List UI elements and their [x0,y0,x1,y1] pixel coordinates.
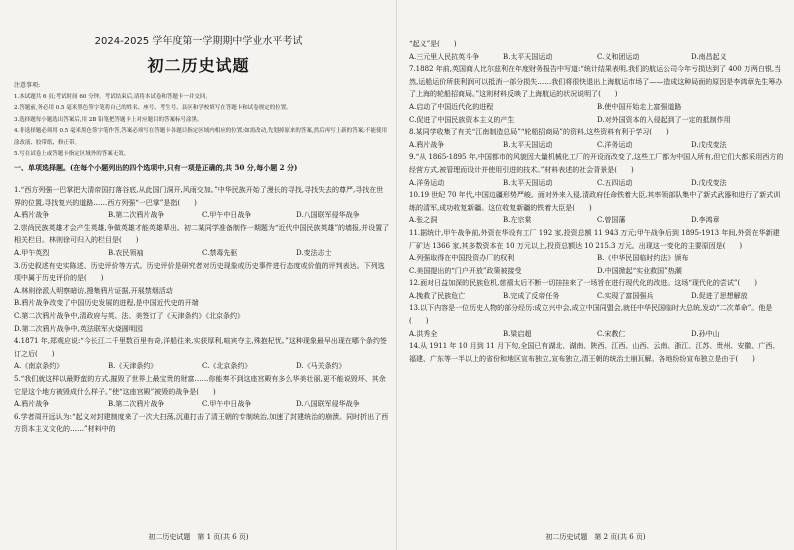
question-item [409,126,785,151]
question-text: 5.“我们就这样以最野蛮的方式,摧毁了世界上最宝贵的财富……你能奏不到这座宫殿有多么华美壮丽,更不能说毁坏、其余它是这个地方被毁成什么样子。”使“这座宫殿”被毁的战争是( ) [14,374,386,396]
exam-notes [14,80,390,161]
notes-item: 4.非选择题必须用 0.5 毫米黑色签字笔作答,答案必须写在答题卡各题目指定区域内相应的位置;如需改动,先划掉原来的答案,然后再写上新的答案;不能使用涂改液、胶带纸、修正带。 [14,128,387,146]
answer-option[interactable]: D.南昌起义 [691,52,727,61]
exam-name: 2024-2025 学年度第一学期期中学业水平考试 [94,36,303,47]
answer-option[interactable]: D.八国联军侵华战争 [296,211,360,220]
answer-option[interactable]: A.甲午英烈 [14,248,50,257]
answer-option[interactable]: B.第二次鸦片战争 [108,211,165,220]
exam-subject-title: 初二历史试题 [147,56,250,75]
question-text: 14.从 1911 年 10 月到 11 月下旬,全国已有湖北、湖南、陕西、江西、山西、云南、浙江、江苏、贵州、安徽、广西、福建、广东等一半以上的省份和地区宣布独立,宣布独立,清王朝的统治土崩瓦解。各地纷纷宣布独立是由于( ) [409,342,780,363]
answer-option[interactable]: B.太平天国运动 [503,178,553,187]
answer-option[interactable]: D.戊戌变法 [691,140,727,149]
answer-option[interactable]: D.促进了思想解放 [691,291,748,300]
answer-options [409,252,785,277]
question-text: 13.以下内容是一位历史人物的部分经历:成立兴中会,成立中国同盟会,就任中华民国临时大总统,发动“二次革命”。他是( ) [409,304,773,326]
right-question-list [409,63,785,365]
answer-option[interactable]: D.变法志士 [296,248,332,257]
answer-option[interactable]: B.梁启超 [503,329,532,338]
answer-option[interactable]: C.义和团运动 [597,52,640,61]
question-text: 2.崇尚民族英雄才会产生英雄,争做英雄才能英雄辈出。初二某同学准备制作一期题为“近代中国民族英雄”的墙报,并设置了相关栏目。林则徐可归入的栏目是( ) [14,223,390,245]
page-footer-left: 初二历史试题 第 1 页(共 6 页) [148,533,249,542]
question-item [409,302,785,340]
answer-option[interactable]: C.美国提出的“门户开放”政策被接受 [409,266,522,275]
answer-option[interactable]: B.第二次鸦片战争 [108,400,165,409]
exam-page-right [397,0,794,550]
answer-options [14,398,390,411]
answer-option[interactable]: D.李鸿章 [691,216,720,225]
left-questions [14,184,390,436]
answer-option[interactable]: C.甲午中日战争 [202,400,252,409]
notes-heading: 注意事项: [14,82,41,89]
answer-option[interactable]: B.鸦片战争改变了中国历史发展的进程,是中国近代史的开端 [14,299,199,308]
answer-options [409,139,785,152]
question-text: 11.据统计,甲午战争前,外资在华设有工厂 192 家,投资总额 11 943 万元;甲午战争后到 1895-1913 年间,外资在华新建厂矿达 1366 家,其多数资本在 10 万元以上,投资总额达 10 215.3 万元。出现这一变化的主要原因是( ) [409,228,780,250]
answer-option[interactable]: D.孙中山 [691,329,720,338]
answer-options [409,177,785,190]
question-text: 8.某同学收集了有关“江南制造总局”“轮船招商局”的资料,这些资料有利于学习( ) [409,128,669,137]
answer-option[interactable]: D.《马关条约》 [296,362,346,371]
answer-option[interactable]: C.第二次鸦片战争中,清政府与英、法、美签订了《天津条约》《北京条约》 [14,311,245,320]
answer-option[interactable]: A.林则徐派人明察暗访,搜集鸦片证据,开展禁烟活动 [14,286,173,295]
answer-option[interactable]: A.洪秀全 [409,329,438,338]
answer-option[interactable]: A.列强取得在中国投资办厂的权利 [409,254,515,263]
answer-options [409,290,785,303]
answer-option[interactable]: A.鸦片战争 [14,400,50,409]
answer-option[interactable]: C.禁毒先驱 [202,248,238,257]
answer-option[interactable]: D.第二次鸦片战争中,英法联军火烧圆明园 [14,324,143,333]
notes-item: 3.选择题每小题选出答案后,用 2B 铅笔把答题卡上对应题目的答案标号涂黑。 [14,116,203,123]
answer-option[interactable]: C.促进了中国民族资本主义的产生 [409,115,515,124]
answer-options [14,247,390,260]
answer-option[interactable]: C.宋教仁 [597,329,626,338]
answer-option[interactable]: B.农民领袖 [108,248,144,257]
question-item [409,151,785,189]
question-text: 4.1871 年,郑观应说:“今长江二千里数百里有奇,洋船往来,实获厚利,喧宾夺主,殊抱杞忧。”这种现象最早出现在哪个条约签订之后( ) [14,337,387,358]
question-text: 3.历史叙述有史实陈述、历史评价等方式。历史评价是研究者对历史现象或历史事件进行态度或价值的评判表达。下列选项中属于历史评价的是( ) [14,261,385,283]
page-footer-right: 初二历史试题 第 2 页(共 6 页) [545,533,646,542]
answer-option[interactable]: D.对外国资本的入侵起到了一定的抵制作用 [597,115,731,124]
question-item [409,277,785,302]
answer-option[interactable]: C.五四运动 [597,178,633,187]
question-item [409,189,785,227]
answer-option[interactable]: D.八国联军侵华战争 [296,400,360,409]
answer-option[interactable]: B.太平天国运动 [503,52,553,61]
question-item [14,411,390,436]
answer-option[interactable]: B.太平天国运动 [503,140,553,149]
section-one-title: 一、单项选择题。(在每个小题列出的四个选项中,只有一项是正确的,共 50 分,每小题 2 分) [14,163,298,172]
question-item [14,335,390,373]
answer-option[interactable]: D.戊戌变法 [691,178,727,187]
question-item [14,222,390,260]
answer-option[interactable]: A.张之洞 [409,216,438,225]
question-item [409,340,785,365]
answer-options [14,360,390,373]
question-item [14,260,390,336]
answer-option[interactable]: A.鸦片战争 [409,140,445,149]
question-text: “起义”是( ) [409,40,457,48]
answer-option[interactable]: B.使中国开始走上富强道路 [597,102,682,111]
answer-option[interactable]: A.《南京条约》 [14,362,64,371]
answer-options [409,101,785,126]
answer-options [409,214,785,227]
question-item [409,63,785,126]
notes-item: 5.写在试卷上或答题卡指定区域外的答案无效。 [14,151,130,157]
question-text: 7.1882 年前,英国商人比尔兹利在年度财务报告中写道:“统计结果表明,我们的航运公司今年亏损达到了 400 万两白银,当然,运船运价所获利润可以抵消一部分损失……我们将很快退出上海航运市场了——造成这种局面的原因是李鸿章先生筹办了上海的轮船招商局。”这则材料反映了上海航运的状况说明了( ) [409,65,783,99]
answer-option[interactable]: C.曾国藩 [597,216,626,225]
notes-item: 1.本试题共 6 页;考试时间 60 分钟。考试结束后,请将本试卷和答题卡一并交回。 [14,93,211,100]
answer-option[interactable]: A.鸦片战争 [14,211,50,220]
answer-options [409,328,785,341]
answer-option[interactable]: C.洋务运动 [597,140,633,149]
answer-option[interactable]: A.启动了中国近代化的进程 [409,102,494,111]
answer-options [409,51,785,64]
answer-option[interactable]: A.挽救了民族危亡 [409,291,466,300]
answer-option[interactable]: B.完成了反帝任务 [503,291,560,300]
answer-option[interactable]: C.《北京条约》 [202,362,252,371]
question-6-continued [409,38,785,63]
answer-option[interactable]: B.《中华民国临时约法》颁布 [597,254,689,263]
answer-option[interactable]: C.实现了富国强兵 [597,291,654,300]
answer-option[interactable]: D.中国掀起“实业救国”热潮 [597,266,682,275]
question-text: 9.“从 1865-1895 年,中国都市的风貌因大量机械化工厂的开设而改变了,这些工厂都为中国人所有,但它们大都采用西方的经营方式,被管理而设计并使用引进的技术。”材料表述的社会背景是( ) [409,153,784,174]
notes-item: 2.答题前,务必用 0.5 毫米黑色签字笔将自己的姓名、座号、考生号、县区和学校填写在答题卡和试卷规定的位置。 [14,105,292,111]
answer-option[interactable]: A.三元里人民抗英斗争 [409,52,480,61]
answer-option[interactable]: A.洋务运动 [409,178,445,187]
question-text: 1.“西方列强一巴掌把大清帝国打落谷底,从此国门洞开,风雨交加。”中华民族开始了漫长的寻找,寻找失去的尊严,寻找在世界的位置,寻找复兴的道路……西方列强“一巴掌”是指( ) [14,186,384,207]
answer-option[interactable]: B.左宗棠 [503,216,532,225]
question-item [14,184,390,222]
answer-option[interactable]: B.《天津条约》 [108,362,158,371]
question-text: 12.面对日益加深的民族危机,慈禧太后不断一切挂挂来了一场旨在进行现代化的改进。这场“现代化的尝试”( ) [409,279,757,288]
question-item [14,373,390,411]
answer-options [14,209,390,222]
question-item [409,227,785,277]
answer-options [14,285,390,335]
question-text: 10.19 世纪 70 年代,中国边疆形势严峻。面对外来入侵,清政府任命铁着大臣,其率领部队集中了新式武器和进行了新式训练的清军,成功收复新疆。这位收复新疆的铁着大臣是( ) [409,191,781,212]
answer-option[interactable]: C.甲午中日战争 [202,211,252,220]
right-questions [409,38,785,365]
question-text: 6.学者周开远认为:“起义对封建制度来了一次大扫荡,沉重打击了清王朝的专制统治,加速了封建统治的崩溃。同时折出了西方资本主义文化的……”材料中的 [14,412,389,434]
